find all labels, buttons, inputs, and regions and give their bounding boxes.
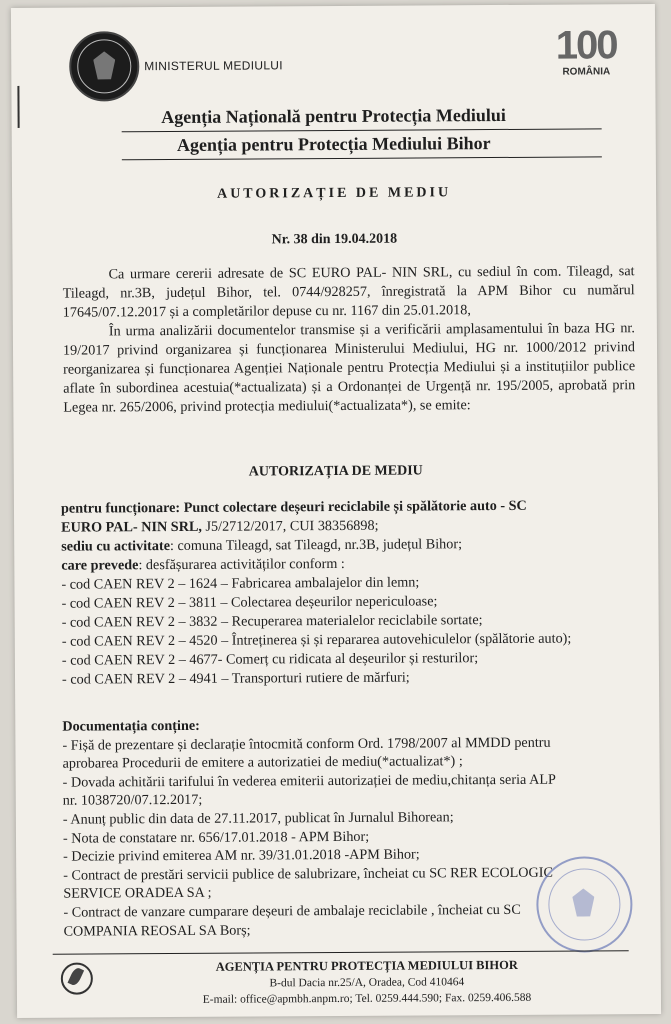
activity-item: - cod CAEN REV 2 – 3832 – Recuperarea materialelor reciclabile sortate; [61, 612, 483, 631]
provisions-label: care prevede [61, 557, 139, 574]
activity-item: - cod CAEN REV 2 – 1624 – Fabricarea ambalajelor din lemn; [61, 574, 420, 593]
agency-logo-icon [61, 962, 93, 994]
company-registration: J5/2712/2017, CUI 38356898; [205, 517, 379, 535]
footer-agency: AGENȚIA PENTRU PROTECȚIA MEDIULUI BIHOR [215, 957, 518, 974]
intro-paragraph: Ca urmare cererii adresate de SC EURO PAL- NIN SRL, cu sediul în com. Tileagd, sat Tileagd, nr.3B, județul Bihor, tel. 0744/928257, înregistrată la APM Bihor cu numărul 17645/07.12.2017 și a completărilor depuse cu nr. 1167 din 25.01.2018, [62, 263, 635, 321]
provisions-value: : desfășurarea activităților conform : [138, 555, 345, 574]
documentation-item: - Contract de vanzare cumparare deșeuri de ambalaje reciclabile , încheiat cu SC [63, 901, 521, 921]
location-value: : comuna Tileagd, sat Tileagd, nr.3B, județul Bihor; [169, 536, 463, 555]
documentation-item: - Nota de constatare nr. 656/17.01.2018 - APM Bihor; [62, 828, 370, 847]
footer-contact: E-mail: office@apmbh.anpm.ro; Tel. 0259.444.590; Fax. 0259.406.588 [202, 991, 532, 1006]
centenary-label: ROMÂNIA [562, 66, 611, 78]
legal-basis-paragraph: În urma analizării documentelor transmise și a verificării amplasamentului în baza HG nr. 19/2017 privind organizarea și funcționarea Ministerului Mediului, HG nr. 1000/2012 privind reorganizarea și funcționarea Agenției Naționale pentru Protecția Mediului și a instituțiilor publice aflate în subordinea acestuia(*actualizata) și a Ordonanței de Urgență nr. 195/2005, aprobată prin Legea nr. 265/2006, privind protecția mediului(*actualizata*), se emite: [62, 320, 636, 416]
activity-item: - cod CAEN REV 2 – 4520 – Întreținerea și și repararea autovehiculelor (spălătorie auto); [61, 630, 572, 650]
government-seal-icon [69, 31, 139, 101]
documentation-item: - Fișă de prezentare și declarație întocmită conform Ord. 1798/2007 al MMDD pentru [62, 734, 551, 754]
document-title: AUTORIZAȚIE DE MEDIU [217, 185, 452, 202]
documentation-item: - Decizie privind emiterea AM nr. 39/31.01.2018 -APM Bihor; [63, 846, 420, 865]
activity-item: - cod CAEN REV 2 – 4677- Comerț cu ridicata al deșeurilor și resturilor; [61, 650, 479, 669]
documentation-item: SERVICE ORADEA SA ; [63, 885, 212, 903]
purpose-value: Punct colectare deșeuri reciclabile și spălătorie auto - SC [183, 497, 527, 516]
body-text [62, 262, 635, 417]
activity-item: - cod CAEN REV 2 – 4941 – Transporturi rutiere de mărfuri; [61, 669, 410, 688]
centenary-number: 100 [555, 23, 617, 68]
company-name: EURO PAL- NIN SRL, [61, 518, 202, 536]
local-agency-name: Agenția pentru Protecția Mediului Bihor [176, 133, 491, 155]
documentation-item: COMPANIA REOSAL SA Borș; [63, 922, 251, 940]
purpose-label: pentru funcționare: [60, 499, 181, 517]
documentation-title: Documentația conține: [62, 717, 200, 735]
documentation-item: - Contract de prestări servicii publice de salubrizare, încheiat cu SC RER ECOLOGIC [63, 864, 553, 884]
ministry-name: MINISTERUL MEDIULUI [144, 58, 283, 74]
documentation-item: aprobarea Procedurii de emitere a autorizatiei de mediu(*actualizat*) ; [62, 753, 463, 772]
document-page [11, 4, 661, 1018]
location-label: sediu cu activitate [61, 538, 171, 555]
documentation-item: nr. 1038720/07.12.2017; [62, 792, 203, 810]
activity-item: - cod CAEN REV 2 – 3811 – Colectarea deșeurilor nepericuloase; [61, 593, 438, 612]
official-stamp-icon [536, 856, 633, 953]
header-rule [122, 156, 602, 160]
footer-address: B-dul Dacia nr.25/A, Oradea, Cod 410464 [269, 976, 465, 990]
footer-rule [53, 950, 629, 955]
national-agency-name: Agenția Națională pentru Protecția Mediului [161, 104, 506, 128]
centenary-logo-icon [551, 24, 621, 77]
documentation-item: - Dovada achitării tarifului în vederea emiterii autorizației de mediu,chitanța seria ALP [62, 771, 556, 791]
authorization-title: AUTORIZAȚIA DE MEDIU [248, 463, 423, 480]
documentation-item: - Anunț public din data de 27.11.2017, publicat în Jurnalul Bihorean; [62, 809, 454, 828]
authorization-details [61, 496, 637, 690]
document-number: Nr. 38 din 19.04.2018 [271, 231, 398, 248]
header-rule [122, 128, 602, 132]
